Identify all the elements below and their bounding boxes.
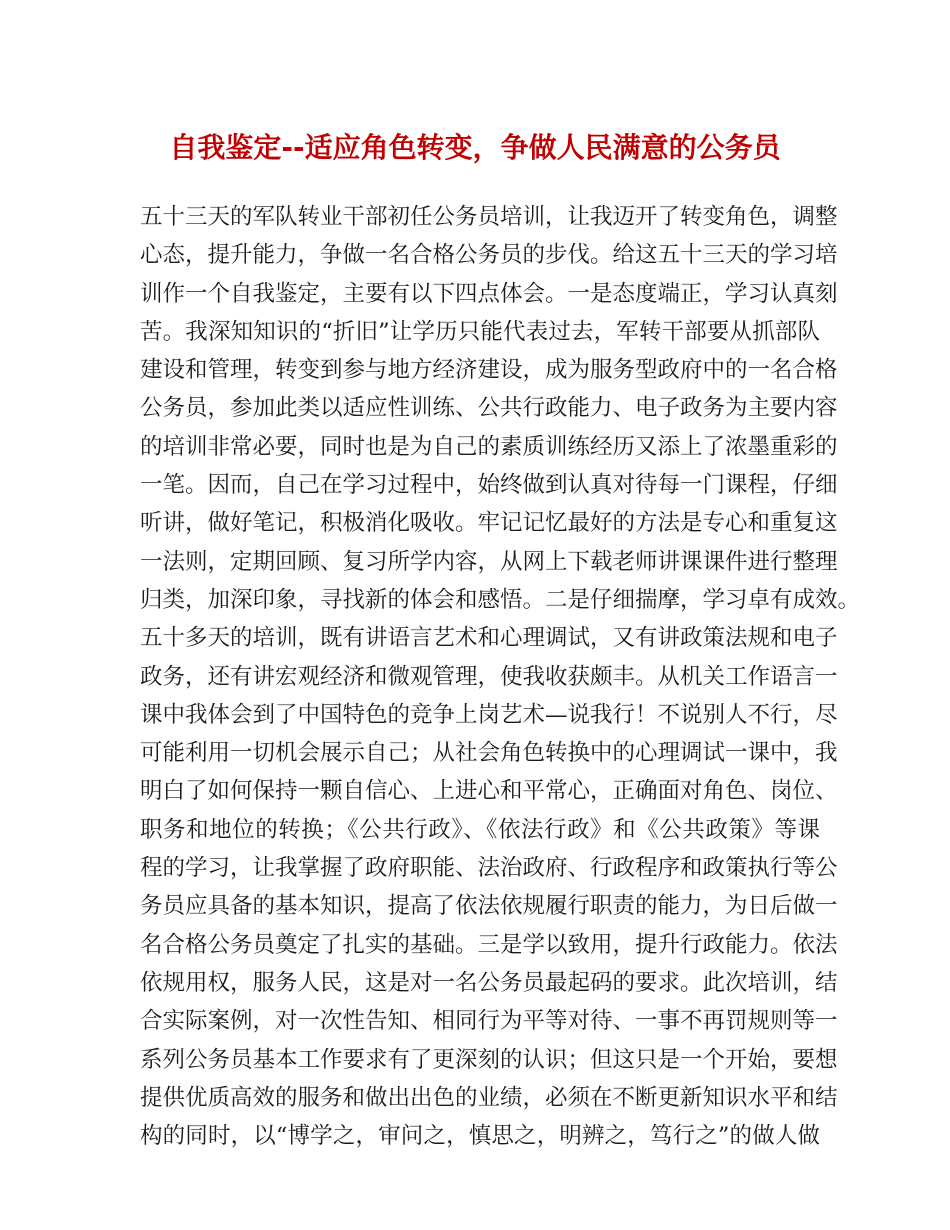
body-line: 公务员，参加此类以适应性训练、公共行政能力、电子政务为主要内容 — [140, 395, 838, 422]
body-line: 心态，提升能力，争做一名合格公务员的步伐。给这五十三天的学习培 — [140, 242, 838, 269]
body-line: 一笔。因而，自己在学习过程中，始终做到认真对待每一门课程，仔细 — [140, 472, 838, 499]
body-line: 归类，加深印象，寻找新的体会和感悟。二是仔细揣摩，学习卓有成效。 — [140, 586, 861, 613]
body-line: 可能利用一切机会展示自己；从社会角色转换中的心理调试一课中，我 — [140, 740, 838, 767]
body-line: 系列公务员基本工作要求有了更深刻的认识；但这只是一个开始，要想 — [140, 1046, 838, 1073]
body-line: 依规用权，服务人民，这是对一名公务员最起码的要求。此次培训，结 — [140, 969, 838, 996]
body-line: 政务，还有讲宏观经济和微观管理，使我收获颇丰。从机关工作语言一 — [140, 663, 838, 690]
body-line: 构的同时，以“博学之，审问之，慎思之，明辨之，笃行之”的做人做 — [140, 1123, 820, 1150]
body-line: 职务和地位的转换；《公共行政》、《依法行政》和《公共政策》等课 — [140, 816, 820, 843]
document-body — [140, 198, 861, 1155]
body-line: 的培训非常必要，同时也是为自己的素质训练经历又添上了浓墨重彩的 — [140, 433, 838, 460]
body-line: 五十多天的培训，既有讲语言艺术和心理调试，又有讲政策法规和电子 — [140, 625, 838, 652]
body-line: 听讲，做好笔记，积极消化吸收。牢记记忆最好的方法是专心和重复这 — [140, 510, 838, 537]
body-line: 提供优质高效的服务和做出出色的业绩，必须在不断更新知识水平和结 — [140, 1084, 838, 1111]
body-line: 务员应具备的基本知识，提高了依法依规履行职责的能力，为日后做一 — [140, 893, 838, 920]
body-line: 名合格公务员奠定了扎实的基础。三是学以致用，提升行政能力。依法 — [140, 931, 838, 958]
document-title: 自我鉴定--适应角色转变，争做人民满意的公务员 — [169, 131, 781, 164]
body-line: 明白了如何保持一颗自信心、上进心和平常心，正确面对角色、岗位、 — [140, 778, 838, 805]
body-line: 课中我体会到了中国特色的竞争上岗艺术—说我行！不说别人不行，尽 — [140, 701, 838, 728]
body-line: 建设和管理，转变到参与地方经济建设，成为服务型政府中的一名合格 — [140, 357, 838, 384]
body-line: 合实际案例，对一次性告知、相同行为平等对待、一事不再罚规则等一 — [140, 1008, 838, 1035]
body-line: 训作一个自我鉴定，主要有以下四点体会。一是态度端正，学习认真刻 — [140, 280, 838, 307]
body-line: 一法则，定期回顾、复习所学内容，从网上下载老师讲课课件进行整理 — [140, 548, 838, 575]
body-line: 程的学习，让我掌握了政府职能、法治政府、行政程序和政策执行等公 — [140, 855, 838, 882]
body-line: 五十三天的军队转业干部初任公务员培训，让我迈开了转变角色，调整 — [140, 204, 838, 230]
body-line: 苦。我深知知识的“折旧”让学历只能代表过去，军转干部要从抓部队 — [140, 318, 820, 345]
